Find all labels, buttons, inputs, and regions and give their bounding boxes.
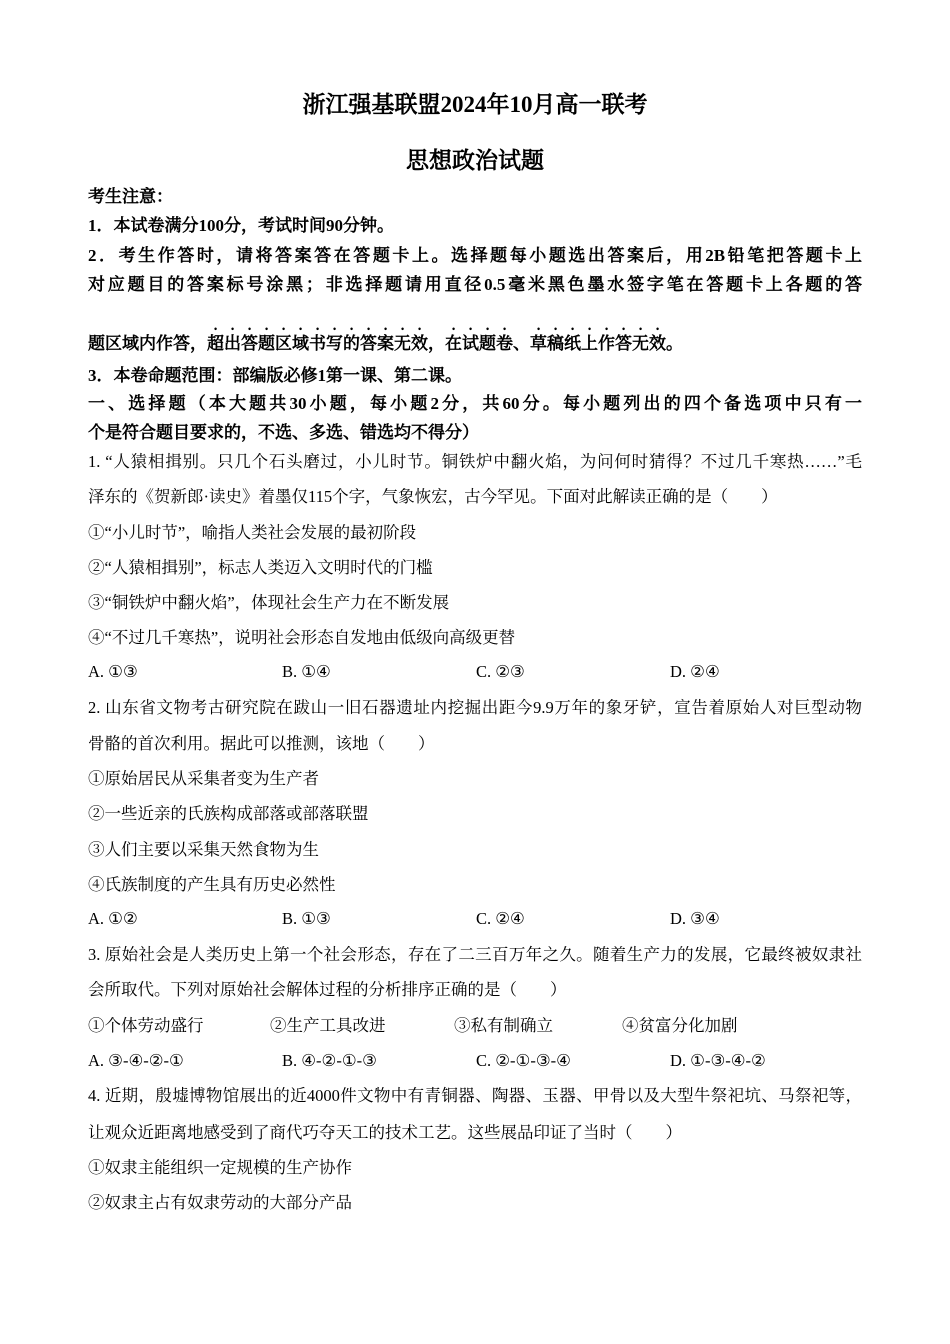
notice-item-1: 1．本试卷满分100分，考试时间90分钟。 xyxy=(88,216,394,235)
question-2-item: ①原始居民从采集者变为生产者 xyxy=(88,769,319,788)
option-b[interactable]: B. ①④ xyxy=(282,662,331,681)
question-1-item: ①“小儿时节”，喻指人类社会发展的最初阶段 xyxy=(88,523,417,542)
emphasized-text: 超出答题区域书写的答案无效 xyxy=(207,334,428,353)
question-2-item: ③人们主要以采集天然食物为生 xyxy=(88,840,319,859)
text: 、 xyxy=(513,334,530,353)
question-4-stem: 让观众近距离地感受到了商代巧夺天工的技术工艺。这些展品印证了当时（ ） xyxy=(88,1123,682,1142)
option-c[interactable]: C. ②③ xyxy=(476,662,525,681)
option-a[interactable]: A. ①② xyxy=(88,909,138,928)
question-3-stem: 会所取代。下列对原始社会解体过程的分析排序正确的是（ ） xyxy=(88,980,567,999)
option-a[interactable]: A. ①③ xyxy=(88,662,138,681)
question-1-item: ③“铜铁炉中翻火焰”，体现社会生产力在不断发展 xyxy=(88,593,450,612)
question-2-item: ④氏族制度的产生具有历史必然性 xyxy=(88,875,336,894)
question-1-stem: 泽东的《贺新郎·读史》着墨仅115个字，气象恢宏，古今罕见。下面对此解读正确的是（ ） xyxy=(88,487,778,506)
notice-item-2-line-1: 2．考生作答时，请将答案答在答题卡上。选择题每小题选出答案后，用2B铅笔把答题卡上 xyxy=(88,246,862,265)
question-3-item: ①个体劳动盛行 xyxy=(88,1016,204,1035)
question-1-item: ④“不过几千寒热”，说明社会形态自发地由低级向高级更替 xyxy=(88,628,516,647)
option-a[interactable]: A. ③-④-②-① xyxy=(88,1051,184,1070)
option-d[interactable]: D. ②④ xyxy=(670,662,720,681)
option-c[interactable]: C. ②④ xyxy=(476,909,525,928)
option-b[interactable]: B. ①③ xyxy=(282,909,331,928)
option-c[interactable]: C. ②-①-③-④ xyxy=(476,1051,571,1070)
question-2-item: ②一些近亲的氏族构成部落或部落联盟 xyxy=(88,804,369,823)
exam-title: 浙江强基联盟2024年10月高一联考 xyxy=(302,92,648,117)
option-b[interactable]: B. ④-②-①-③ xyxy=(282,1051,377,1070)
notice-item-3: 3．本卷命题范围：部编版必修1第一课、第二课。 xyxy=(88,366,462,385)
question-4-item: ①奴隶主能组织一定规模的生产协作 xyxy=(88,1158,352,1177)
text: 题区域内作答， xyxy=(88,334,207,353)
notice-item-2-line-2: 对应题目的答案标号涂黑；非选择题请用直径0.5毫米黑色墨水签字笔在答题卡上各题的答 xyxy=(88,275,862,294)
question-3-item: ④贫富分化加剧 xyxy=(622,1016,738,1035)
question-1-stem: 1. “人猿相揖别。只几个石头磨过，小儿时节。铜铁炉中翻火焰，为问何时猜得？不过几千寒热……”毛 xyxy=(88,452,862,471)
notice-heading: 考生注意： xyxy=(88,187,173,206)
text: ， xyxy=(428,334,445,353)
question-3-item: ②生产工具改进 xyxy=(270,1016,386,1035)
emphasized-text: 草稿纸上作答无效 xyxy=(530,334,666,353)
question-3-item: ③私有制确立 xyxy=(454,1016,553,1035)
section-heading-line-1: 一、选择题（本大题共30小题，每小题2分，共60分。每小题列出的四个备选项中只有一 xyxy=(88,394,862,413)
notice-item-2-line-3 xyxy=(88,324,683,354)
question-4-stem: 4. 近期，殷墟博物馆展出的近4000件文物中有青铜器、陶器、玉器、甲骨以及大型牛祭祀坑、马祭祀等， xyxy=(88,1086,862,1105)
section-heading-line-2: 个是符合题目要求的，不选、多选、错选均不得分） xyxy=(88,423,479,442)
exam-subtitle: 思想政治试题 xyxy=(406,148,544,173)
emphasized-text: 在试题卷 xyxy=(445,334,513,353)
question-1-item: ②“人猿相揖别”，标志人类迈入文明时代的门槛 xyxy=(88,558,433,577)
question-4-item: ②奴隶主占有奴隶劳动的大部分产品 xyxy=(88,1193,352,1212)
question-3-stem: 3. 原始社会是人类历史上第一个社会形态，存在了二三百万年之久。随着生产力的发展，它最终被奴隶社 xyxy=(88,945,862,964)
option-d[interactable]: D. ①-③-④-② xyxy=(670,1051,766,1070)
option-d[interactable]: D. ③④ xyxy=(670,909,720,928)
question-2-stem: 骨骼的首次利用。据此可以推测，该地（ ） xyxy=(88,734,435,753)
question-2-stem: 2. 山东省文物考古研究院在跋山一旧石器遗址内挖掘出距今9.9万年的象牙铲，宣告着原始人对巨型动物 xyxy=(88,698,862,717)
text: 。 xyxy=(666,334,683,353)
